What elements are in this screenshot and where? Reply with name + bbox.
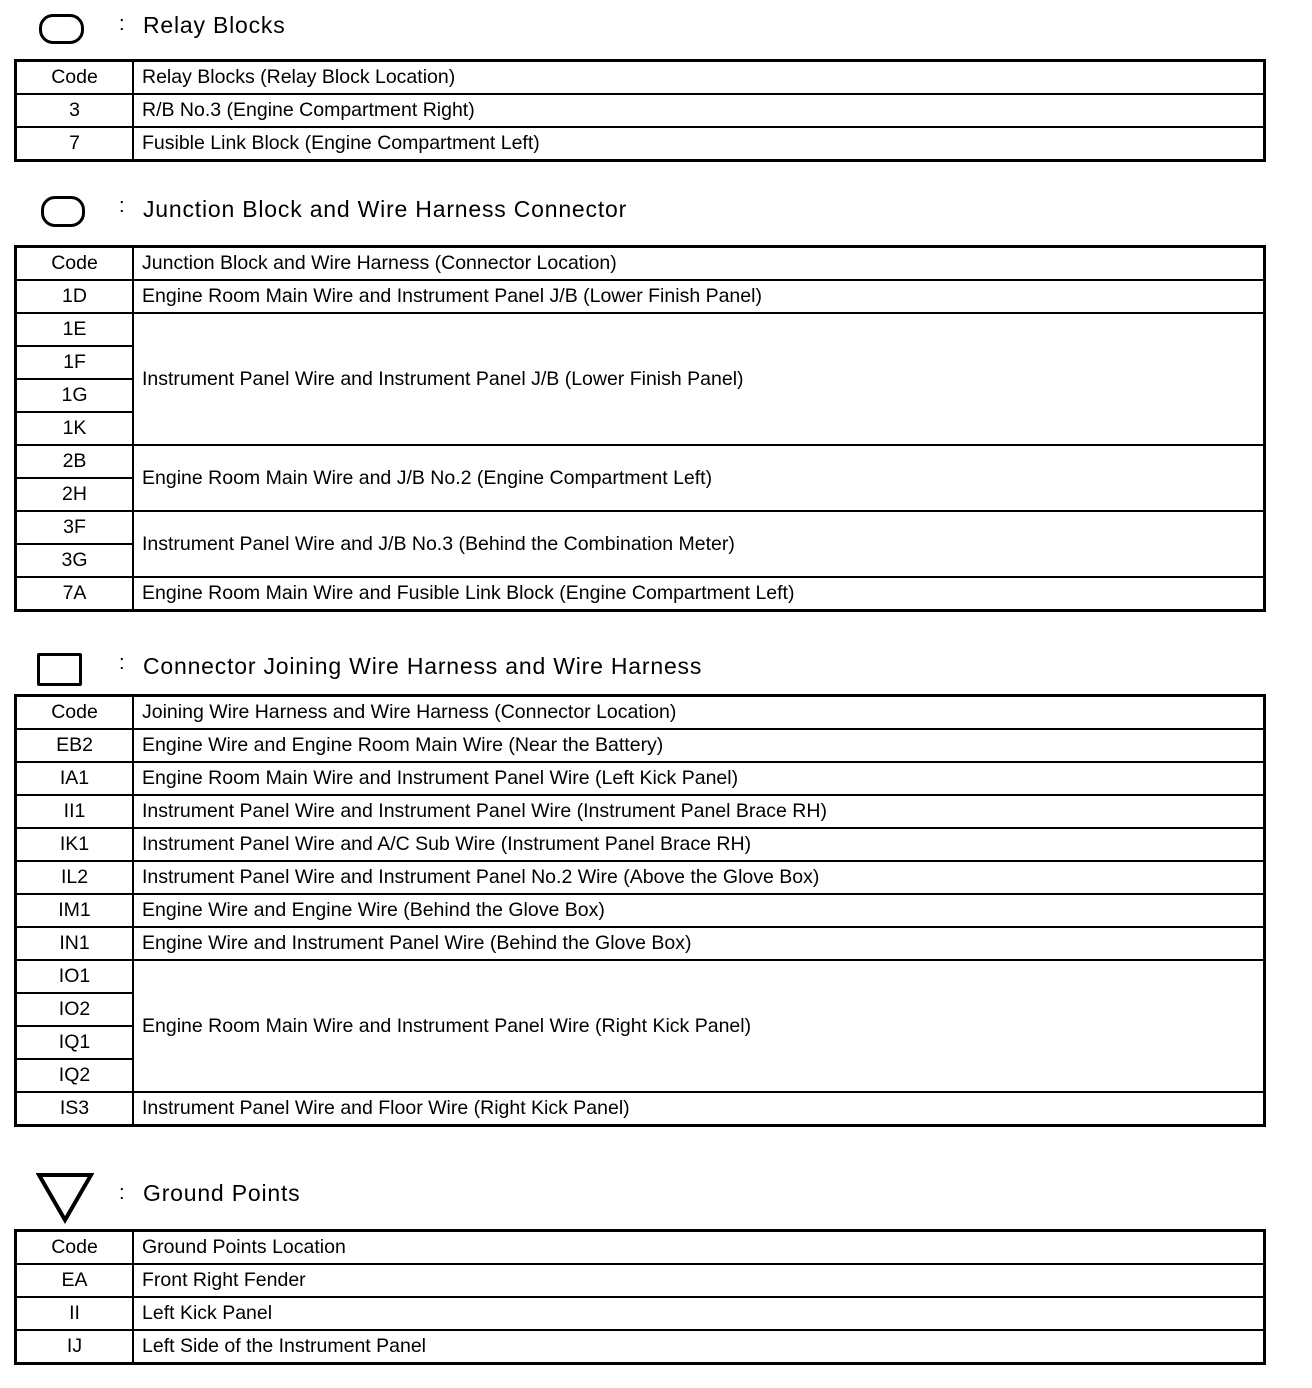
code-cell: 1K: [16, 412, 134, 445]
code-cell: IQ1: [16, 1026, 134, 1059]
description-cell: Engine Wire and Instrument Panel Wire (Behind the Glove Box): [133, 927, 1265, 960]
code-cell: 3G: [16, 544, 134, 577]
description-cell: Left Side of the Instrument Panel: [133, 1330, 1265, 1364]
table-row: [16, 828, 1265, 861]
code-cell: 2B: [16, 445, 134, 478]
table-row: [16, 795, 1265, 828]
ground-points-table: [14, 1229, 1266, 1365]
description-cell: Engine Room Main Wire and Fusible Link Block (Engine Compartment Left): [133, 577, 1265, 611]
relay-blocks-table: [14, 59, 1266, 162]
table-header-row: [16, 1231, 1265, 1265]
column-header-description: Ground Points Location: [133, 1231, 1265, 1265]
rounded-rect-icon: [41, 196, 85, 227]
table-row: [16, 894, 1265, 927]
table-row: [16, 729, 1265, 762]
code-cell: 3: [16, 94, 134, 127]
connector-joining-table: [14, 694, 1266, 1127]
code-cell: EA: [16, 1264, 134, 1297]
section-title: Relay Blocks: [143, 12, 286, 38]
code-cell: 7A: [16, 577, 134, 611]
code-cell: II: [16, 1297, 134, 1330]
code-cell: 2H: [16, 478, 134, 511]
code-cell: 1D: [16, 280, 134, 313]
section-heading-ground-points: [0, 1170, 1290, 1210]
table-row: [16, 511, 1265, 544]
description-cell: Left Kick Panel: [133, 1297, 1265, 1330]
code-cell: IO1: [16, 960, 134, 993]
code-cell: IS3: [16, 1092, 134, 1126]
code-cell: EB2: [16, 729, 134, 762]
heading-colon: :: [119, 13, 125, 35]
column-header-code: Code: [16, 696, 134, 730]
column-header-code: Code: [16, 61, 134, 95]
description-cell: Front Right Fender: [133, 1264, 1265, 1297]
table-header-row: [16, 247, 1265, 281]
code-cell: IN1: [16, 927, 134, 960]
description-cell: Engine Room Main Wire and Instrument Panel Wire (Left Kick Panel): [133, 762, 1265, 795]
description-cell: Instrument Panel Wire and Instrument Panel Wire (Instrument Panel Brace RH): [133, 795, 1265, 828]
description-cell: Fusible Link Block (Engine Compartment Left): [133, 127, 1265, 161]
description-cell: Instrument Panel Wire and Floor Wire (Right Kick Panel): [133, 1092, 1265, 1126]
code-cell: 7: [16, 127, 134, 161]
section-title: Junction Block and Wire Harness Connector: [143, 196, 628, 222]
table-row: [16, 927, 1265, 960]
description-cell: Engine Room Main Wire and Instrument Panel J/B (Lower Finish Panel): [133, 280, 1265, 313]
table-row: [16, 445, 1265, 478]
description-cell: Instrument Panel Wire and Instrument Panel No.2 Wire (Above the Glove Box): [133, 861, 1265, 894]
code-cell: 1G: [16, 379, 134, 412]
code-cell: 1E: [16, 313, 134, 346]
code-cell: IJ: [16, 1330, 134, 1364]
column-header-description: Relay Blocks (Relay Block Location): [133, 61, 1265, 95]
junction-block-table: [14, 245, 1266, 612]
column-header-description: Junction Block and Wire Harness (Connector Location): [133, 247, 1265, 281]
section-heading-relay-blocks: [0, 8, 1290, 48]
table-row: [16, 94, 1265, 127]
table-row: [16, 127, 1265, 161]
triangle-down-icon: [36, 1172, 94, 1224]
table-row: [16, 1297, 1265, 1330]
description-cell: R/B No.3 (Engine Compartment Right): [133, 94, 1265, 127]
code-cell: IK1: [16, 828, 134, 861]
heading-colon: :: [119, 652, 125, 674]
description-cell: Engine Wire and Engine Room Main Wire (Near the Battery): [133, 729, 1265, 762]
column-header-code: Code: [16, 247, 134, 281]
code-cell: 1F: [16, 346, 134, 379]
description-cell: Engine Room Main Wire and J/B No.2 (Engine Compartment Left): [133, 445, 1265, 511]
column-header-code: Code: [16, 1231, 134, 1265]
code-cell: 3F: [16, 511, 134, 544]
code-cell: IL2: [16, 861, 134, 894]
table-row: [16, 280, 1265, 313]
table-row: [16, 577, 1265, 611]
description-cell: Instrument Panel Wire and A/C Sub Wire (Instrument Panel Brace RH): [133, 828, 1265, 861]
description-cell: Engine Room Main Wire and Instrument Panel Wire (Right Kick Panel): [133, 960, 1265, 1092]
rounded-rect-icon: [39, 14, 84, 44]
table-row: [16, 1330, 1265, 1364]
table-header-row: [16, 696, 1265, 730]
section-title: Connector Joining Wire Harness and Wire Harness: [143, 653, 703, 679]
code-cell: IO2: [16, 993, 134, 1026]
table-row: [16, 960, 1265, 993]
table-row: [16, 861, 1265, 894]
description-cell: Instrument Panel Wire and Instrument Panel J/B (Lower Finish Panel): [133, 313, 1265, 445]
table-row: [16, 1264, 1265, 1297]
rectangle-icon: [37, 653, 82, 686]
heading-colon: :: [119, 195, 125, 217]
table-header-row: [16, 61, 1265, 95]
section-heading-connector-joining: [0, 647, 1290, 687]
table-row: [16, 1092, 1265, 1126]
heading-colon: :: [119, 1182, 125, 1204]
section-heading-junction-block: [0, 190, 1290, 230]
code-cell: IQ2: [16, 1059, 134, 1092]
table-row: [16, 313, 1265, 346]
code-cell: IM1: [16, 894, 134, 927]
description-cell: Instrument Panel Wire and J/B No.3 (Behind the Combination Meter): [133, 511, 1265, 577]
code-cell: IA1: [16, 762, 134, 795]
table-row: [16, 762, 1265, 795]
column-header-description: Joining Wire Harness and Wire Harness (Connector Location): [133, 696, 1265, 730]
description-cell: Engine Wire and Engine Wire (Behind the Glove Box): [133, 894, 1265, 927]
section-title: Ground Points: [143, 1180, 301, 1206]
code-cell: II1: [16, 795, 134, 828]
